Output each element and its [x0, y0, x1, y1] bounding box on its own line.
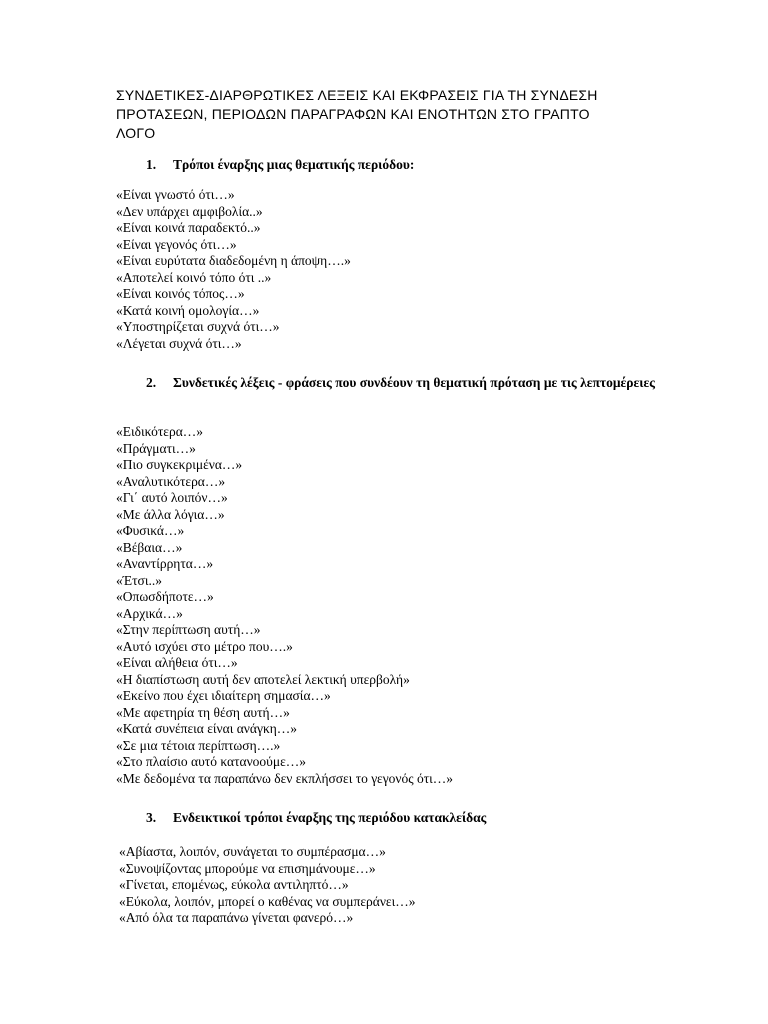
list-item: «Λέγεται συχνά ότι…»: [116, 335, 242, 351]
list-item: «Υποστηρίζεται συχνά ότι…»: [116, 319, 280, 334]
list-item: «Αποτελεί κοινό τόπο ότι ..»: [116, 269, 272, 285]
section-heading-1: [146, 155, 658, 174]
list-item: «Γίνεται, επομένως, εύκολα αντιληπτό…»: [119, 877, 349, 892]
list-item: «Είναι γεγονός ότι…»: [116, 236, 237, 252]
list-item: «Με άλλα λόγια…»: [116, 506, 225, 522]
phrase-list-2: [116, 424, 453, 787]
section-number: 3.: [146, 810, 157, 825]
list-item: «Οπωσδήποτε…»: [116, 589, 214, 604]
list-item: «Φυσικά…»: [116, 523, 185, 538]
list-item: «Έτσι..»: [116, 572, 162, 588]
list-item: «Βέβαια…»: [116, 539, 183, 555]
title-line: ΛΟΓΟ: [116, 125, 156, 141]
section-heading-3: [146, 808, 658, 827]
list-item: «Αβίαστα, λοιπόν, συνάγεται το συμπέρασμα…»: [119, 844, 386, 859]
list-item: «Εκείνο που έχει ιδιαίτερη σημασία…»: [116, 688, 331, 703]
list-item: «Η διαπίστωση αυτή δεν αποτελεί λεκτική υπερβολή»: [116, 671, 410, 687]
phrase-list-3: [119, 844, 416, 927]
list-item: «Αναλυτικότερα…»: [116, 473, 226, 489]
list-item: «Ειδικότερα…»: [116, 424, 204, 439]
section-heading-text: Τρόποι έναρξης μιας θεματικής περιόδου:: [173, 157, 415, 172]
section-heading-2: [146, 373, 658, 392]
list-item: «Είναι αλήθεια ότι…»: [116, 655, 238, 670]
title-line: ΣΥΝΔΕΤΙΚΕΣ-ΔΙΑΡΘΡΩΤΙΚΕΣ ΛΕΞΕΙΣ ΚΑΙ ΕΚΦΡΑΣΕΙΣ ΓΙΑ ΤΗ ΣΥΝΔΕΣΗ: [116, 87, 598, 103]
list-item: «Συνοψίζοντας μπορούμε να επισημάνουμε…»: [119, 860, 376, 876]
document-title: [116, 86, 676, 143]
list-item: «Στην περίπτωση αυτή…»: [116, 622, 261, 637]
list-item: «Κατά κοινή ομολογία…»: [116, 302, 260, 318]
list-item: «Με δεδομένα τα παραπάνω δεν εκπλήσσει το γεγονός ότι…»: [116, 770, 454, 786]
section-number: 1.: [146, 157, 157, 172]
list-item: «Αναντίρρητα…»: [116, 556, 214, 571]
list-item: «Πιο συγκεκριμένα…»: [116, 457, 243, 472]
list-item: «Αρχικά…»: [116, 605, 183, 621]
list-item: «Γι΄ αυτό λοιπόν…»: [116, 490, 228, 505]
section-heading-text: Ενδεικτικοί τρόποι έναρξης της περιόδου κατακλείδας: [173, 810, 487, 825]
list-item: «Με αφετηρία τη θέση αυτή…»: [116, 704, 290, 720]
list-item: «Είναι κοινά παραδεκτό..»: [116, 220, 261, 235]
list-item: «Στο πλαίσιο αυτό κατανοούμε…»: [116, 754, 307, 769]
list-item: «Δεν υπάρχει αμφιβολία..»: [116, 203, 263, 219]
section-heading-text: Συνδετικές λέξεις - φράσεις που συνδέουν τη θεματική πρόταση με τις λεπτομέρειες: [173, 375, 655, 390]
phrase-list-1: [116, 187, 351, 352]
list-item: «Εύκολα, λοιπόν, μπορεί ο καθένας να συμπεράνει…»: [119, 893, 416, 909]
list-item: «Είναι γνωστό ότι…»: [116, 187, 235, 202]
list-item: «Είναι ευρύτατα διαδεδομένη η άποψη….»: [116, 253, 351, 268]
list-item: «Αυτό ισχύει στο μέτρο που….»: [116, 638, 293, 654]
section-number: 2.: [146, 375, 157, 390]
list-item: «Είναι κοινός τόπος…»: [116, 286, 245, 301]
list-item: «Σε μια τέτοια περίπτωση….»: [116, 737, 281, 753]
title-line: ΠΡΟΤΑΣΕΩΝ, ΠΕΡΙΟΔΩΝ ΠΑΡΑΓΡΑΦΩΝ ΚΑΙ ΕΝΟΤΗΤΩΝ ΣΤΟ ΓΡΑΠΤΟ: [116, 106, 590, 122]
list-item: «Πράγματι…»: [116, 440, 196, 456]
list-item: «Από όλα τα παραπάνω γίνεται φανερό…»: [119, 910, 354, 925]
list-item: «Κατά συνέπεια είναι ανάγκη…»: [116, 721, 298, 736]
